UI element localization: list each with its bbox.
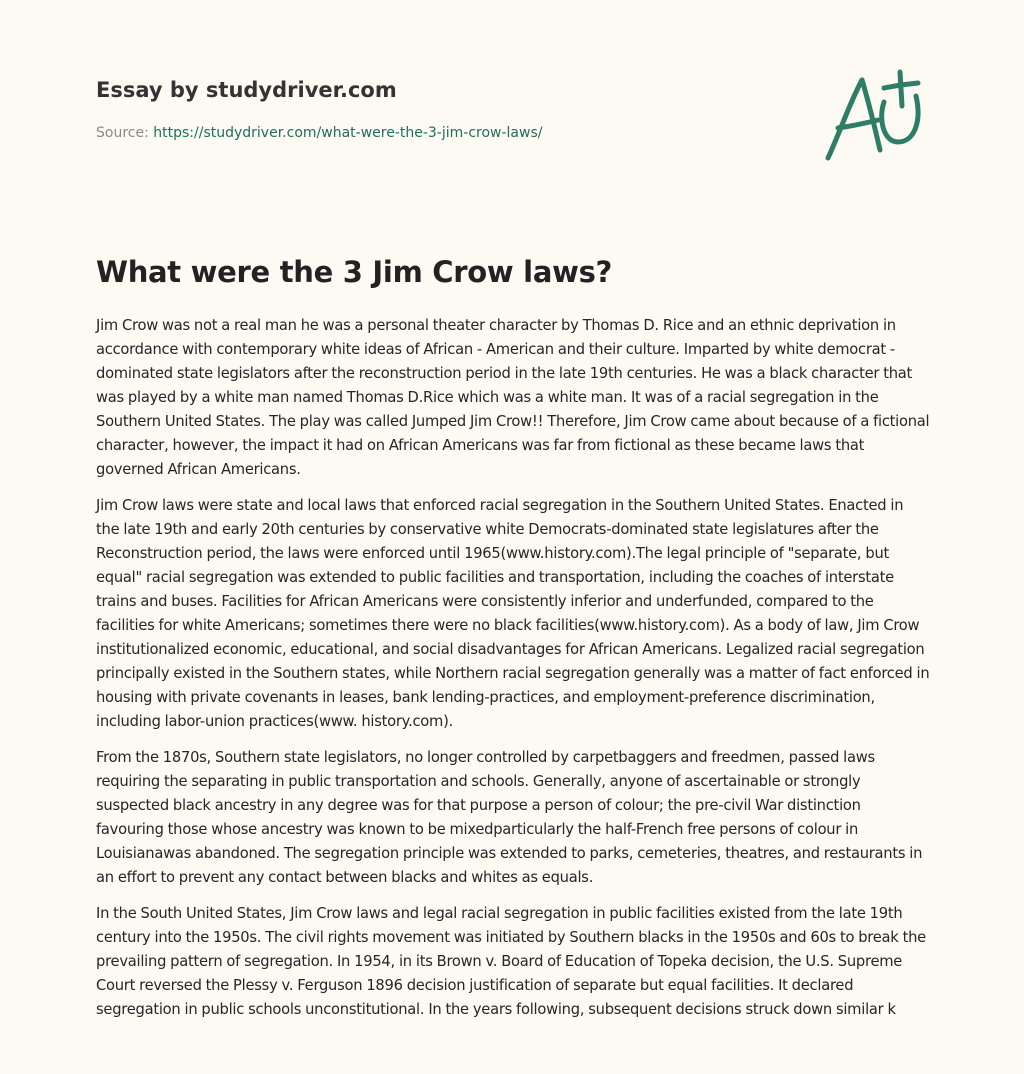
essay-paragraph: Jim Crow was not a real man he was a personal theater character by Thomas D. Rice and an ethnic deprivation in accordance with contemporary white ideas of African - American and their culture. Imparted by white democrat - dominated state legislators after the reconstruction period in the late 19th centuries. He was a black character that was played by a white man named Thomas D.Rice which was a white man. It was of a racial segregation in the Southern United States. The play was called Jumped Jim Crow!! Therefore, Jim Crow came about because of a fictional character, however, the impact it had on African Americans was far from fictional as these became laws that governed African Americans. — [96, 317, 930, 478]
a-plus-logo-svg — [818, 66, 930, 166]
a-plus-logo-icon — [818, 66, 930, 166]
logo-a-left-stroke — [828, 80, 862, 158]
source-link[interactable]: https://studydriver.com/what-were-the-3-jim-crow-laws/ — [153, 125, 543, 141]
logo-plus-vertical — [900, 72, 902, 106]
source-line — [96, 123, 716, 143]
logo-a-right-stroke — [862, 80, 880, 150]
source-label: Source: — [96, 125, 149, 141]
brand-title: Essay by studydriver.com — [96, 78, 397, 102]
logo-plus-horizontal — [884, 83, 918, 88]
document-header — [96, 76, 716, 143]
essay-title: What were the 3 Jim Crow laws? — [96, 255, 613, 289]
essay-body — [96, 314, 930, 1034]
essay-paragraph: From the 1870s, Southern state legislators, no longer controlled by carpetbaggers and freedmen, passed laws requiring the separating in public transportation and schools. Generally, anyone of ascertainable or strongly suspected black ancestry in any degree was for that purpose a person of colour; the pre-civil War distinction favouring those whose ancestry was known to be mixedparticularly the half-French free persons of colour in Louisianawas abandoned. The segregation principle was extended to parks, cemeteries, theatres, and restaurants in an effort to prevent any contact between blacks and whites as equals. — [96, 749, 923, 886]
essay-paragraph: Jim Crow laws were state and local laws that enforced racial segregation in the Southern United States. Enacted in the late 19th and early 20th centuries by conservative white Democrats-dominated state legislatures after the Reconstruction period, the laws were enforced until 1965(www.history.com).The legal principle of "separate, but equal" racial segregation was extended to public facilities and transportation, including the coaches of interstate trains and buses. Facilities for African Americans were consistently inferior and underfunded, compared to the facilities for white Americans; sometimes there were no black facilities(www.history.com). As a body of law, Jim Crow institutionalized economic, educational, and social disadvantages for African Americans. Legalized racial segregation principally existed in the Southern states, while Northern racial segregation generally was a matter of fact enforced in housing with private covenants in leases, bank lending-practices, and employment-preference discrimination, including labor-union practices(www. history.com). — [96, 497, 930, 730]
essay-paragraph: In the South United States, Jim Crow laws and legal racial segregation in public facilities existed from the late 19th century into the 1950s. The civil rights movement was initiated by Southern blacks in the 1950s and 60s to break the prevailing pattern of segregation. In 1954, in its Brown v. Board of Education of Topeka decision, the U.S. Supreme Court reversed the Plessy v. Ferguson 1896 decision justification of separate but equal facilities. It declared segregation in public schools unconstitutional. In the years following, subsequent decisions struck down similar k — [96, 905, 926, 1018]
